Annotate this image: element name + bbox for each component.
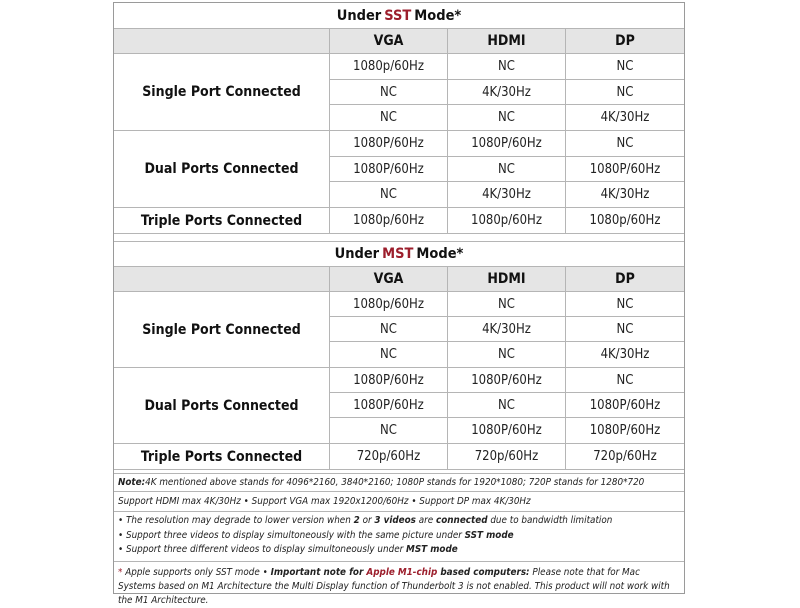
bullet-resolution: • The resolution may degrade to lower version when 2 or 3 videos are connected due to bandwidth limitation [118, 515, 613, 526]
mst-header-hdmi: HDMI [448, 267, 566, 292]
mst-header-vga: VGA [330, 267, 448, 292]
mst-header-blank [114, 267, 330, 292]
mst-cell: NC [330, 342, 448, 368]
mst-cell: 1080p/60Hz [330, 292, 448, 317]
sst-header-hdmi: HDMI [448, 29, 566, 54]
mst-cell: NC [448, 292, 566, 317]
mst-cell: NC [330, 317, 448, 342]
sst-cell: 1080P/60Hz [448, 131, 566, 157]
bullet-notes [114, 512, 684, 562]
sst-cell: 4K/30Hz [448, 182, 566, 208]
sst-cell: 1080P/60Hz [566, 157, 684, 182]
sst-cell: NC [330, 80, 448, 105]
sst-cell: NC [566, 131, 684, 157]
mst-cell: NC [448, 342, 566, 368]
mst-cell: 720p/60Hz [330, 444, 448, 470]
mst-cell: 4K/30Hz [566, 342, 684, 368]
sst-header-dp: DP [566, 29, 684, 54]
mst-triple-label: Triple Ports Connected [114, 444, 330, 470]
sst-cell: 1080P/60Hz [330, 131, 448, 157]
sst-cell: 1080p/60Hz [330, 54, 448, 80]
sst-dual-label: Dual Ports Connected [114, 131, 330, 208]
sst-cell: NC [330, 105, 448, 131]
mst-cell: 1080P/60Hz [448, 368, 566, 393]
bullet-mst: • Support three different videos to display simultoneously under MST mode [118, 544, 458, 555]
sst-cell: NC [566, 54, 684, 80]
sst-cell: 4K/30Hz [566, 182, 684, 208]
sst-title [114, 3, 684, 29]
sst-cell: 4K/30Hz [566, 105, 684, 131]
mst-cell: 1080P/60Hz [566, 393, 684, 418]
bullet-sst: • Support three videos to display simultoneously with the same picture under SST mode [118, 529, 514, 541]
sst-cell: 4K/30Hz [448, 80, 566, 105]
mst-cell: 1080P/60Hz [448, 418, 566, 444]
sst-cell: 1080p/60Hz [448, 208, 566, 234]
sst-cell: NC [448, 105, 566, 131]
sst-triple-label: Triple Ports Connected [114, 208, 330, 234]
mst-cell: NC [330, 418, 448, 444]
sst-cell: 1080p/60Hz [330, 208, 448, 234]
sst-single-label: Single Port Connected [114, 54, 330, 131]
sst-cell: NC [330, 182, 448, 208]
support-max-line: Support HDMI max 4K/30Hz • Support VGA max 1920x1200/60Hz • Support DP max 4K/30Hz [114, 492, 684, 512]
mst-title [114, 241, 684, 267]
sst-cell: 1080p/60Hz [566, 208, 684, 234]
compatibility-table [113, 2, 685, 606]
note-label: Note: [118, 477, 146, 488]
mst-dual-label: Dual Ports Connected [114, 368, 330, 444]
note-line [114, 473, 684, 492]
sst-cell: 1080P/60Hz [330, 157, 448, 182]
mst-cell: 720p/60Hz [566, 444, 684, 470]
sst-cell: NC [566, 80, 684, 105]
mst-cell: 4K/30Hz [448, 317, 566, 342]
sst-title-suffix: Mode* [414, 7, 462, 24]
sst-cell: NC [448, 54, 566, 80]
note-text: 4K mentioned above stands for 4096*2160, 3840*2160; 1080P stands for 1920*1080; 720P stands for 1280*720 [145, 477, 645, 488]
mst-cell: NC [448, 393, 566, 418]
mst-cell: 1080P/60Hz [330, 393, 448, 418]
sst-title-prefix: Under [336, 7, 382, 24]
mst-header-dp: DP [566, 267, 684, 292]
mst-cell: NC [566, 292, 684, 317]
sst-header-blank [114, 29, 330, 54]
mst-cell: NC [566, 317, 684, 342]
mst-title-mode: MST [382, 246, 414, 262]
mst-cell: 720p/60Hz [448, 444, 566, 470]
sst-header-vga: VGA [330, 29, 448, 54]
mst-cell: 1080P/60Hz [330, 368, 448, 393]
mst-cell: NC [566, 368, 684, 393]
mst-single-label: Single Port Connected [114, 292, 330, 368]
mst-cell: 1080P/60Hz [566, 418, 684, 444]
sst-title-mode: SST [384, 7, 412, 24]
mst-title-suffix: Mode* [416, 246, 464, 262]
apple-note: * Apple supports only SST mode • Important note for Apple M1-chip based computers: Please note that for Mac Systems based on M1 Architecture the Multi Display function of Thunderbolt 3 is not enabled. This product will not work with the M1 Architecture. [118, 567, 670, 606]
mst-title-prefix: Under [334, 246, 380, 262]
sst-cell: NC [448, 157, 566, 182]
